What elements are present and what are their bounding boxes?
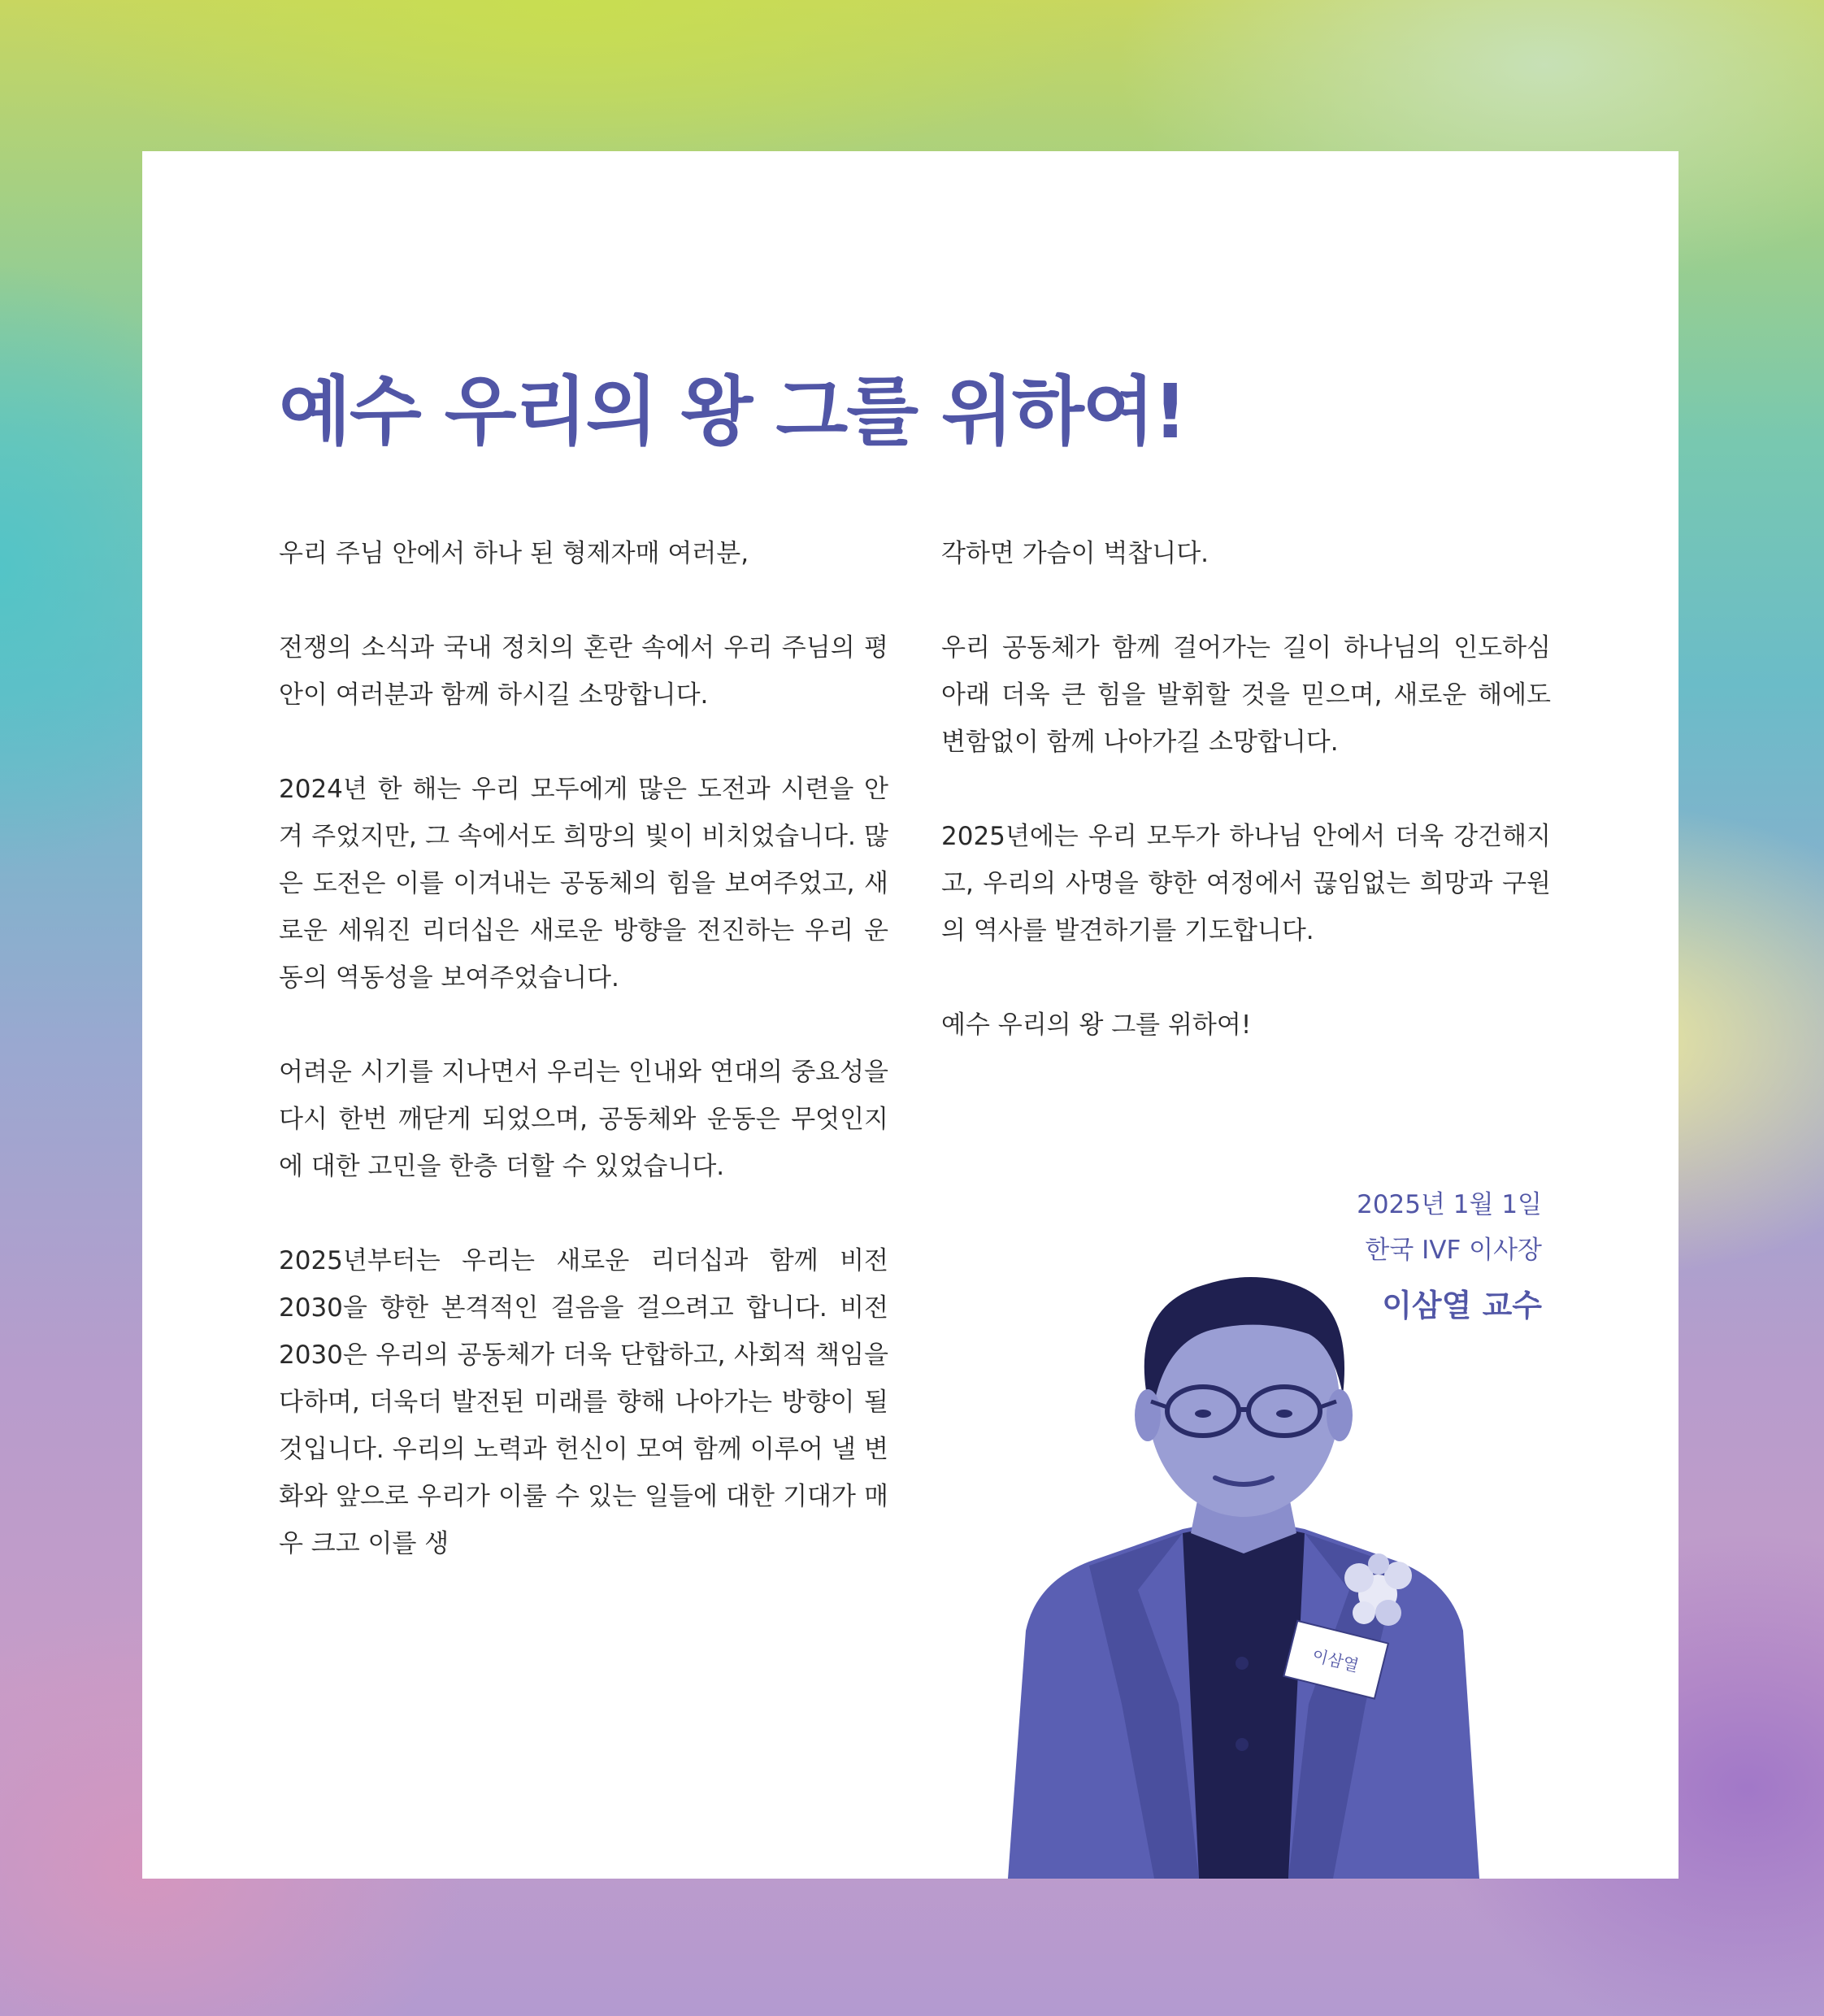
paragraph: 우리 공동체가 함께 걸어가는 길이 하나님의 인도하심 아래 더욱 큰 힘을 발휘할 것을 믿으며, 새로운 해에도 변함없이 함께 나아가길 소망합니다.	[941, 633, 1551, 757]
signature-role: 한국 IVF 이사장	[1365, 1236, 1542, 1265]
signature-name: 이삼열 교수	[1382, 1288, 1542, 1323]
paragraph: 2025년에는 우리 모두가 하나님 안에서 더욱 강건해지고, 우리의 사명을 향한 여정에서 끊임없는 희망과 구원의 역사를 발견하기를 기도합니다.	[941, 822, 1551, 945]
paragraph: 우리 주님 안에서 하나 된 형제자매 여러분,	[279, 539, 749, 568]
paragraph: 2025년부터는 우리는 새로운 리더십과 함께 비전 2030을 향한 본격적인 걸음을 걸으려고 합니다. 비전 2030은 우리의 공동체가 더욱 단합하고, 사회적 책임을 다하며, 더욱더 발전된 미래를 향해 나아가는 방향이 될 것입니다. 우리의 노력과 헌신이 모여 함께 이루어 낼 변화와 앞으로 우리가 이룰 수 있는 일들에 대한 기대가 매우 크고 이를 생	[279, 1246, 888, 1558]
paragraph: 어려운 시기를 지나면서 우리는 인내와 연대의 중요성을 다시 한번 깨닫게 되었으며, 공동체와 운동은 무엇인지에 대한 고민을 한층 더할 수 있었습니다.	[279, 1058, 888, 1181]
name-tag-text: 이삼열	[1309, 1645, 1361, 1676]
paragraph: 전쟁의 소식과 국내 정치의 혼란 속에서 우리 주님의 평안이 여러분과 함께 하시길 소망합니다.	[279, 633, 888, 710]
paragraph: 예수 우리의 왕 그를 위하여!	[941, 1010, 1252, 1040]
paragraph: 각하면 가슴이 벅찹니다.	[941, 539, 1209, 568]
paragraph: 2024년 한 해는 우리 모두에게 많은 도전과 시련을 안겨 주었지만, 그 속에서도 희망의 빛이 비치었습니다. 많은 도전은 이를 이겨내는 공동체의 힘을 보여주었고, 새로운 세워진 리더십은 새로운 방향을 전진하는 우리 운동의 역동성을 보여주었습니다.	[279, 775, 888, 993]
signature-date: 2025년 1월 1일	[1357, 1190, 1542, 1219]
letter-card	[142, 151, 1679, 1879]
page-title: 예수 우리의 왕 그를 위하여!	[279, 368, 1186, 455]
letter-column-right	[941, 530, 1551, 1049]
letter-column-left	[279, 530, 888, 1567]
portrait-photo	[992, 1249, 1496, 1879]
